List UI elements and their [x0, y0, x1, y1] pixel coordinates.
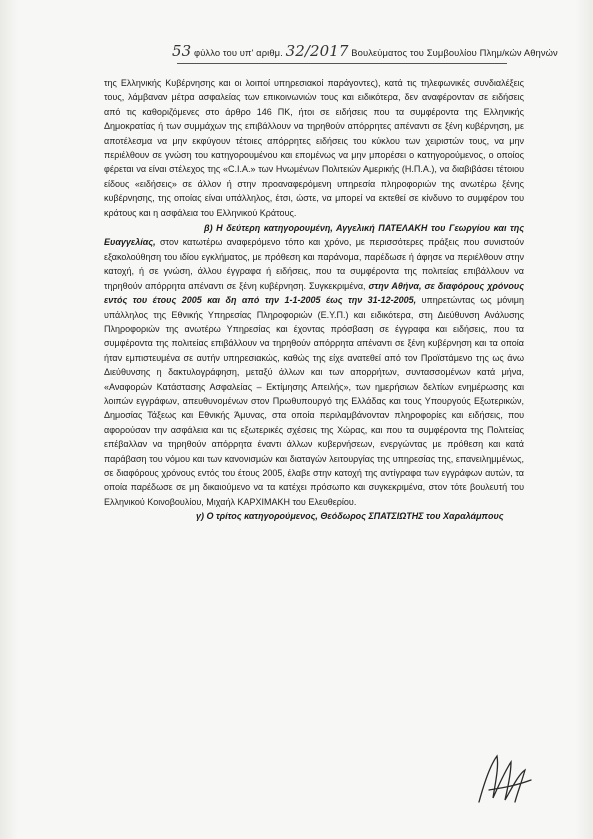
document-body [104, 76, 524, 524]
paragraph-continuation: της Ελληνικής Κυβέρνησης και οι λοιποί υπηρεσιακοί παράγοντες), κατά τις τηλεφωνικές συνδιαλέξεις τους, λάμβαναν μέτρα ασφαλείας των επικοινωνιών τους και ειδικότερα, δεν αναφέρονταν σε ειδήσεις από τις καθοριζόμενες στο άρθρο 146 ΠΚ, ήτοι σε ειδήσεις που τα συμφέροντα της Ελληνικής Δημοκρατίας ή των συμμάχων της επιβάλλουν να τηρηθούν απόρρητες απέναντι σε ξένη κυβέρνηση, με αποτέλεσμα να μην εκφύγουν τέτοιες απόρρητες ειδήσεις του κύκλου των χειριστών τους, να μην περιέλθουν σε γνώση του κατηγορουμένου και επομένως να μην μπορέσει ο κατηγορούμενος, ο οποίος φέρεται να είναι στέλεχος της «C.I.A.» των Ηνωμένων Πολιτειών Αμερικής (Η.Π.Α.), να διαβιβάσει τέτοιου είδους «ειδήσεις» σε άλλον ή στην προαναφερόμενη υπηρεσία πληροφοριών της ανωτέρω ξένης κυβέρνησης, της οποίας είναι υπάλληλος, έτσι, ώστε, να μπορεί να εκτεθεί σε κίνδυνο το συμφέρον του κράτους και η ασφάλεια του Ελληνικού Κράτους. [104, 78, 524, 218]
sheet-number: 53 [172, 42, 192, 60]
signature-scribble-icon [471, 750, 541, 810]
paragraph-section-c [104, 509, 524, 523]
signature [471, 750, 541, 810]
header-underline [177, 63, 507, 64]
header-suffix: Βουλεύματος του Συμβουλίου Πλημ/κών Αθηνών [351, 47, 558, 58]
page-header [172, 42, 558, 66]
sheet-prefix: φύλλο του υπ' αριθμ. [194, 47, 283, 58]
section-b-place-time: στην Αθήνα, σε διαφόρους χρόνους εντός του έτους 2005 και δη από την 1-1-2005 έως την 31-12-2005, [104, 280, 524, 306]
handwritten-reference: 32/2017 [285, 42, 349, 60]
paragraph-section-b [104, 221, 524, 509]
section-c-heading: γ) Ο τρίτος κατηγορούμενος, Θεόδωρος ΣΠΑΤΣΙΩΤΗΣ του Χαραλάμπους [196, 511, 504, 522]
section-b-heading: β) Η δεύτερη κατηγορουμένη, Αγγελική ΠΑΤΕΛΑΚΗ του Γεωργίου και της Ευαγγελίας, [104, 223, 524, 248]
section-b-text-1: στον κατωτέρω αναφερόμενο τόπο και χρόνο, με περισσότερες πράξεις που συνιστούν εξακολούθηση του ιδίου εγκλήματος, με πρόθεση και παράνομα, παρέδωσε ή άφησε να περιέλθουν στην κατοχή, ή σε γνώση, άλλου έγγραφα ή ειδήσεις, που τα συμφέροντα της πολιτείας επιβάλλουν να τηρηθούν απόρρητα απέναντι σε ξένη κυβέρνηση. Συγκεκριμένα, [104, 237, 524, 291]
section-b-text-2: υπηρετώντας ως μόνιμη υπάλληλος της Εθνικής Υπηρεσίας Πληροφοριών (Ε.Υ.Π.) και ειδικότερα, στη Διεύθυνση Ανάλυσης Πληροφοριών της ανωτέρω Υπηρεσίας και έχοντας πρόσβαση σε έγγραφα και ειδήσεις, που τα συμφέροντα της πολιτείας επιβάλλουν να τηρηθούν απόρρητα απέναντι σε ξένη κυβέρνηση και τα οποία ήταν εμπιστευμένα σε αυτήν υπηρεσιακώς, καθώς της είχε ανατεθεί από τον Προϊστάμενο της ως άνω Διεύθυνσης η δακτυλογράφηση, μεταξύ άλλων και των απορρήτων, συντασσομένων κατά μήνα, «Αναφορών Κατάστασης Ασφαλείας – Εκτίμησης Απειλής», των ημερήσιων δελτίων ενημέρωσης και λοιπών εγγράφων, απευθυνομένων στον Πρωθυπουργό της Ελλάδας και τους Υπουργούς Εξωτερικών, Δημοσίας Τάξεως και Εθνικής Άμυνας, στα οποία περιλαμβάνονταν πληροφορίες και ειδήσεις, που αφορούσαν την ασφάλεια και τις εξωτερικές σχέσεις της Χώρας, και που τα συμφέροντα της Πολιτείας επέβαλλαν να τηρηθούν απόρρητα έναντι άλλων κυβερνήσεων, ενεργώντας με πρόθεση και κατά παράβαση του νόμου και των κανονισμών και διαταγών λειτουργίας της υπηρεσίας της, επανειλημμένως, σε διαφόρους χρόνους εντός του έτους 2005, έλαβε στην κατοχή της αντίγραφα των εγγράφων αυτών, τα οποία παρέδωσε σε μη δικαιούμενο να τα κατέχει πρόσωπο και συγκεκριμένα, στον τότε βουλευτή του Ελληνικού Κοινοβουλίου, Μιχαήλ ΚΑΡΧΙΜΑΚΗ του Ελευθερίου. [104, 295, 524, 507]
